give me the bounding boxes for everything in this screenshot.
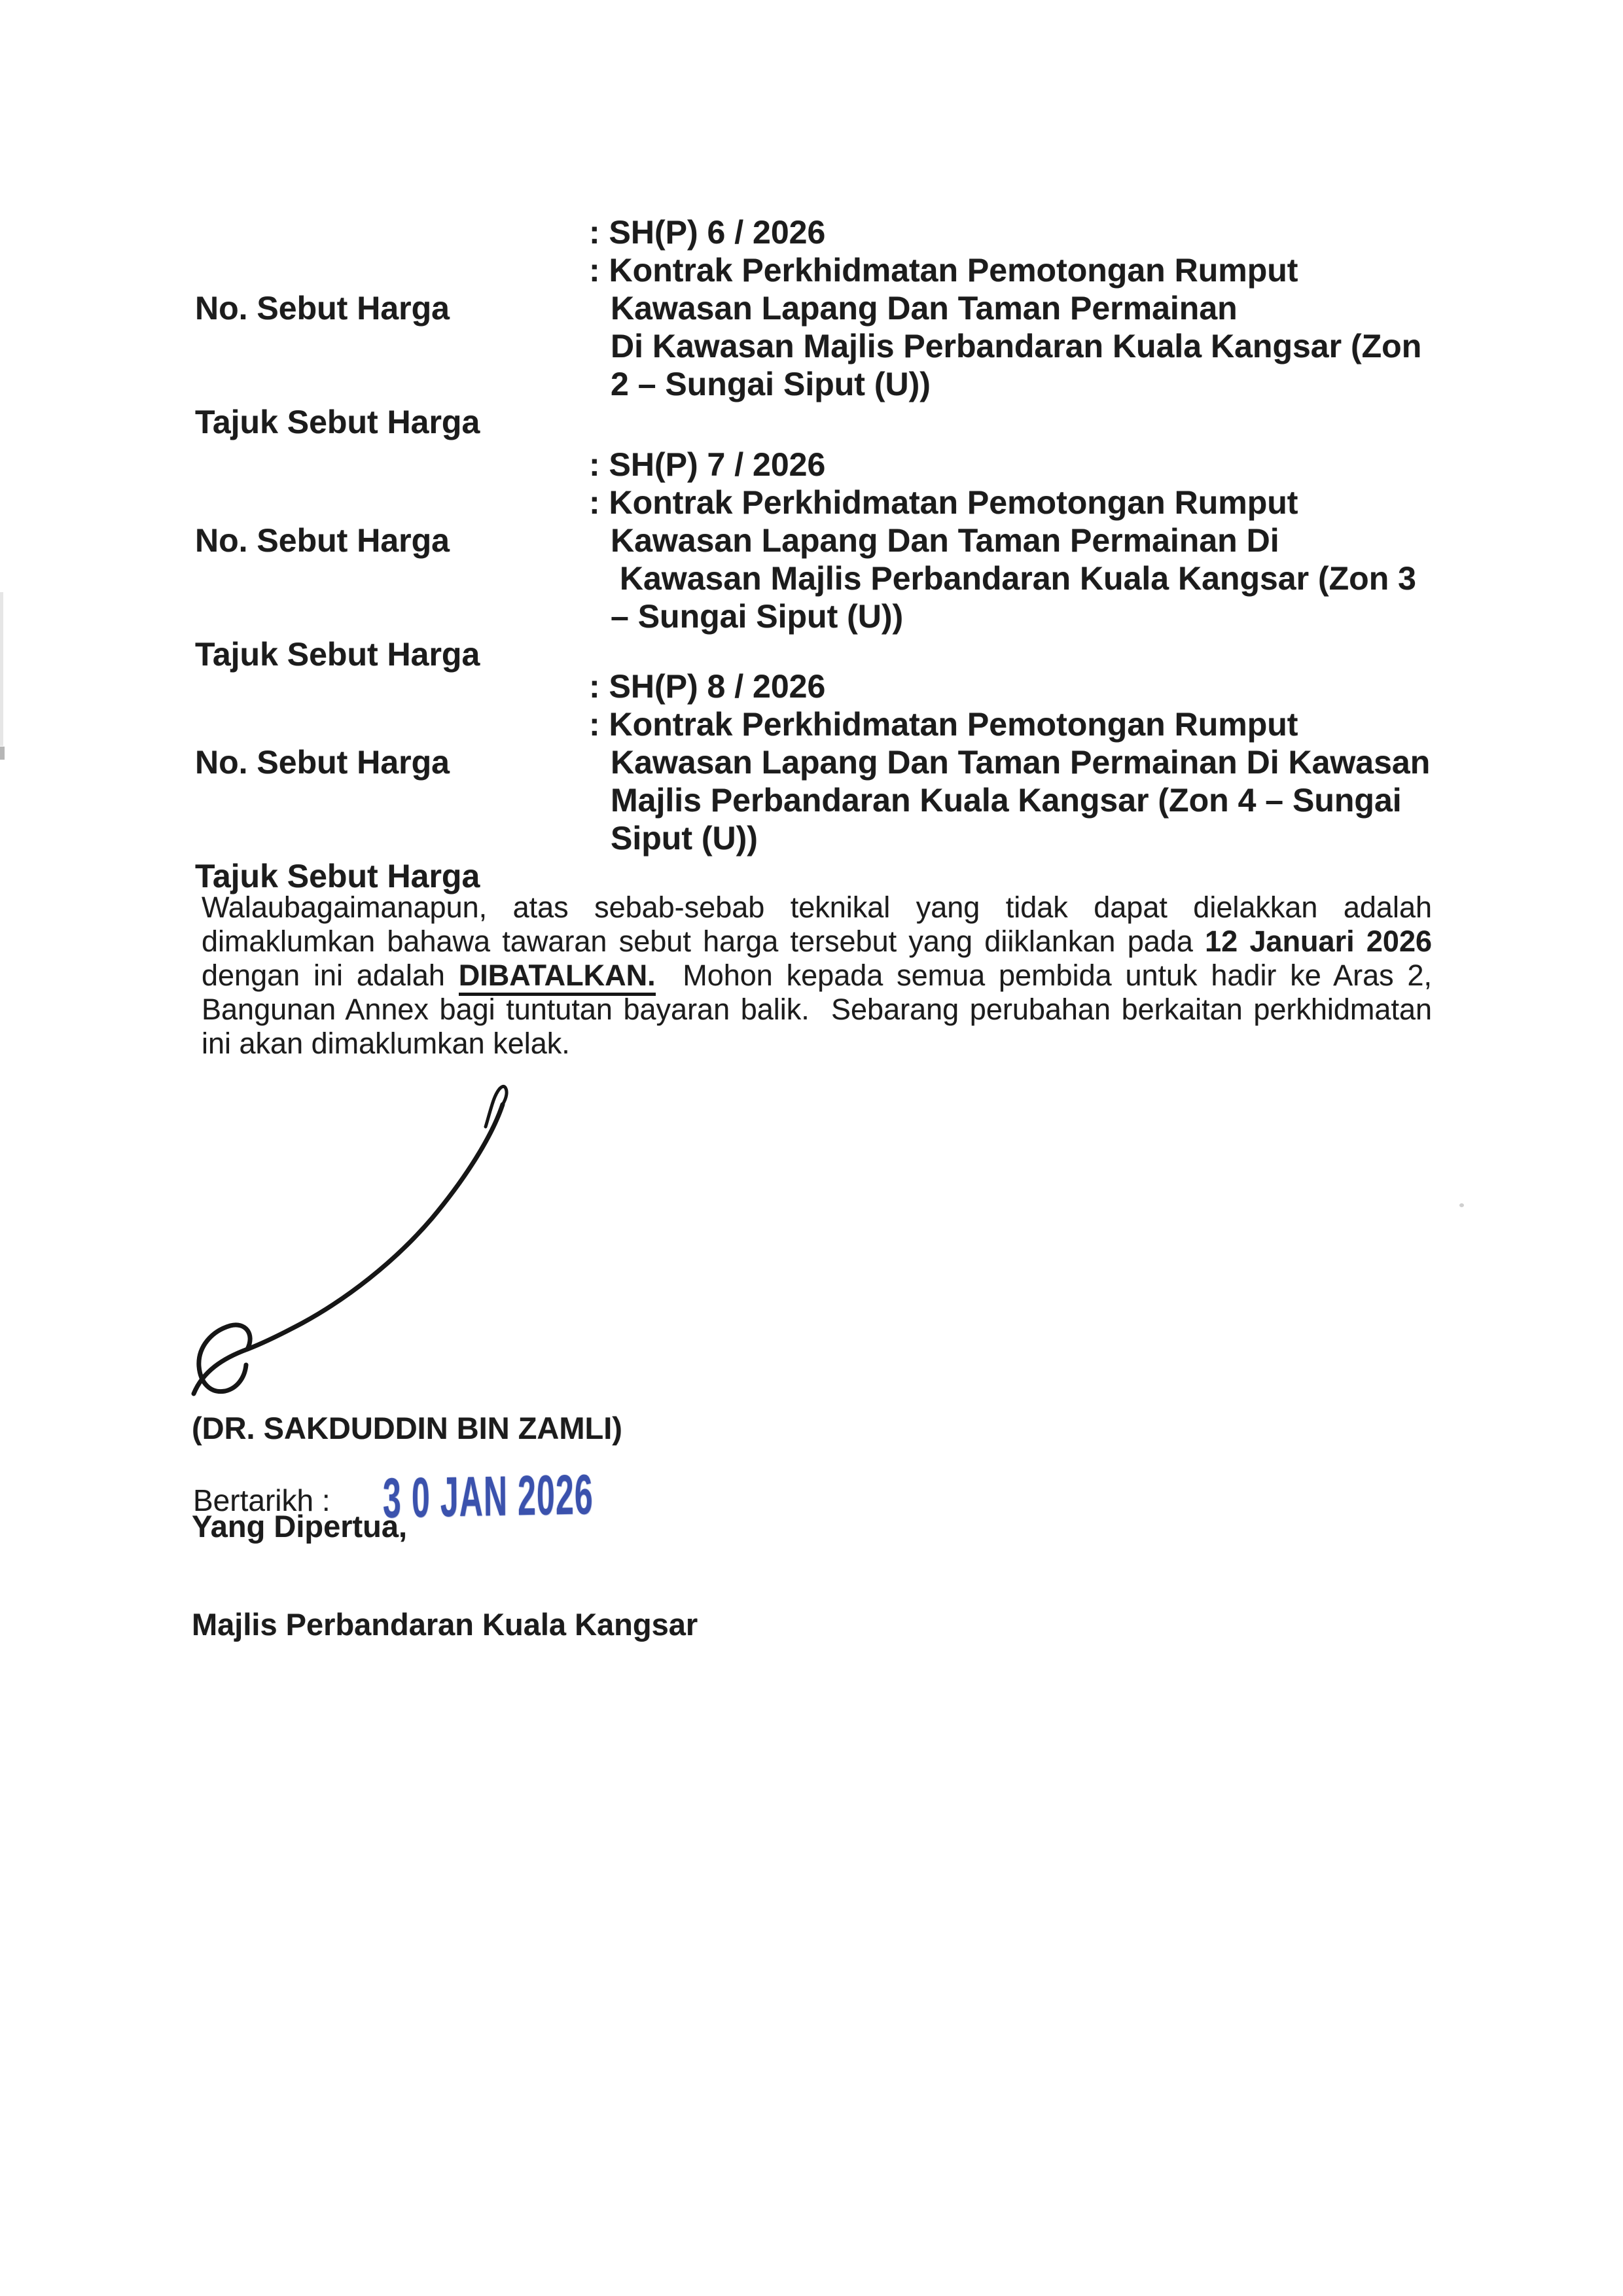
field-values — [589, 667, 1479, 857]
label-tajuk-sebut-harga: Tajuk Sebut Harga — [195, 636, 480, 673]
field-values — [589, 213, 1479, 403]
label-no-sebut-harga: No. Sebut Harga — [195, 744, 450, 781]
scan-edge-artifact — [0, 747, 5, 760]
quotation-title-line: 2 – Sungai Siput (U)) — [611, 366, 931, 402]
quotation-title-line: Kawasan Lapang Dan Taman Permainan Di — [611, 522, 1279, 559]
signatory-organization: Majlis Perbandaran Kuala Kangsar — [192, 1607, 698, 1642]
paragraph-line — [202, 993, 1432, 1027]
quotation-number: : SH(P) 8 / 2026 — [589, 668, 826, 705]
field-values — [589, 446, 1479, 635]
signatory-title: Yang Dipertua, — [192, 1509, 408, 1544]
paragraph-text: Walaubagaimanapun, atas sebab-sebab teknikal yang tidak dapat dielakkan adalah — [202, 891, 1432, 924]
paragraph-text: Mohon kepada semua pembida untuk hadir ke Aras 2, — [655, 959, 1432, 992]
quotation-title-line: : Kontrak Perkhidmatan Pemotongan Rumput — [589, 484, 1298, 521]
paragraph-text: dengan ini adalah — [202, 959, 459, 992]
bertarikh-label: Bertarikh : — [193, 1483, 330, 1517]
paragraph-line — [202, 891, 1432, 925]
cancellation-paragraph — [202, 891, 1432, 1061]
paragraph-text: dimaklumkan bahawa tawaran sebut harga tersebut yang diiklankan pada — [202, 925, 1205, 958]
quotation-number: : SH(P) 6 / 2026 — [589, 214, 826, 251]
cancelled-keyword: DIBATALKAN. — [459, 959, 656, 996]
date-stamp: 3 0 JAN 2026 — [382, 1463, 594, 1530]
quotation-title-line: : Kontrak Perkhidmatan Pemotongan Rumput — [589, 706, 1298, 743]
label-tajuk-sebut-harga: Tajuk Sebut Harga — [195, 858, 480, 894]
paragraph-line — [202, 1027, 1432, 1061]
quotation-title-line: Siput (U)) — [611, 820, 758, 857]
scan-edge-artifact — [0, 592, 3, 746]
label-no-sebut-harga: No. Sebut Harga — [195, 522, 450, 559]
quotation-title-line: Kawasan Lapang Dan Taman Permainan — [611, 290, 1238, 327]
paragraph-line — [202, 959, 1432, 993]
label-tajuk-sebut-harga: Tajuk Sebut Harga — [195, 404, 480, 440]
paragraph-line — [202, 925, 1432, 959]
quotation-title-line: – Sungai Siput (U)) — [611, 598, 904, 635]
advert-date-bold: 12 Januari 2026 — [1205, 925, 1432, 958]
signatory-name: (DR. SAKDUDDIN BIN ZAMLI) — [192, 1411, 622, 1445]
quotation-title-line: : Kontrak Perkhidmatan Pemotongan Rumput — [589, 252, 1298, 289]
paragraph-text: Bangunan Annex bagi tuntutan bayaran balik. Sebarang perubahan berkaitan perkhidmatan — [202, 993, 1432, 1026]
paragraph-text: ini akan dimaklumkan kelak. — [202, 1027, 570, 1060]
scan-speck — [1459, 1203, 1464, 1207]
quotation-title-line: Majlis Perbandaran Kuala Kangsar (Zon 4 – Sungai — [611, 782, 1402, 819]
label-no-sebut-harga: No. Sebut Harga — [195, 290, 450, 327]
quotation-number: : SH(P) 7 / 2026 — [589, 446, 826, 483]
quotation-title-line: Kawasan Majlis Perbandaran Kuala Kangsar (Zon 3 — [611, 560, 1416, 597]
quotation-title-line: Kawasan Lapang Dan Taman Permainan Di Kawasan — [611, 744, 1431, 781]
quotation-title-line: Di Kawasan Majlis Perbandaran Kuala Kangsar (Zon — [611, 328, 1422, 364]
